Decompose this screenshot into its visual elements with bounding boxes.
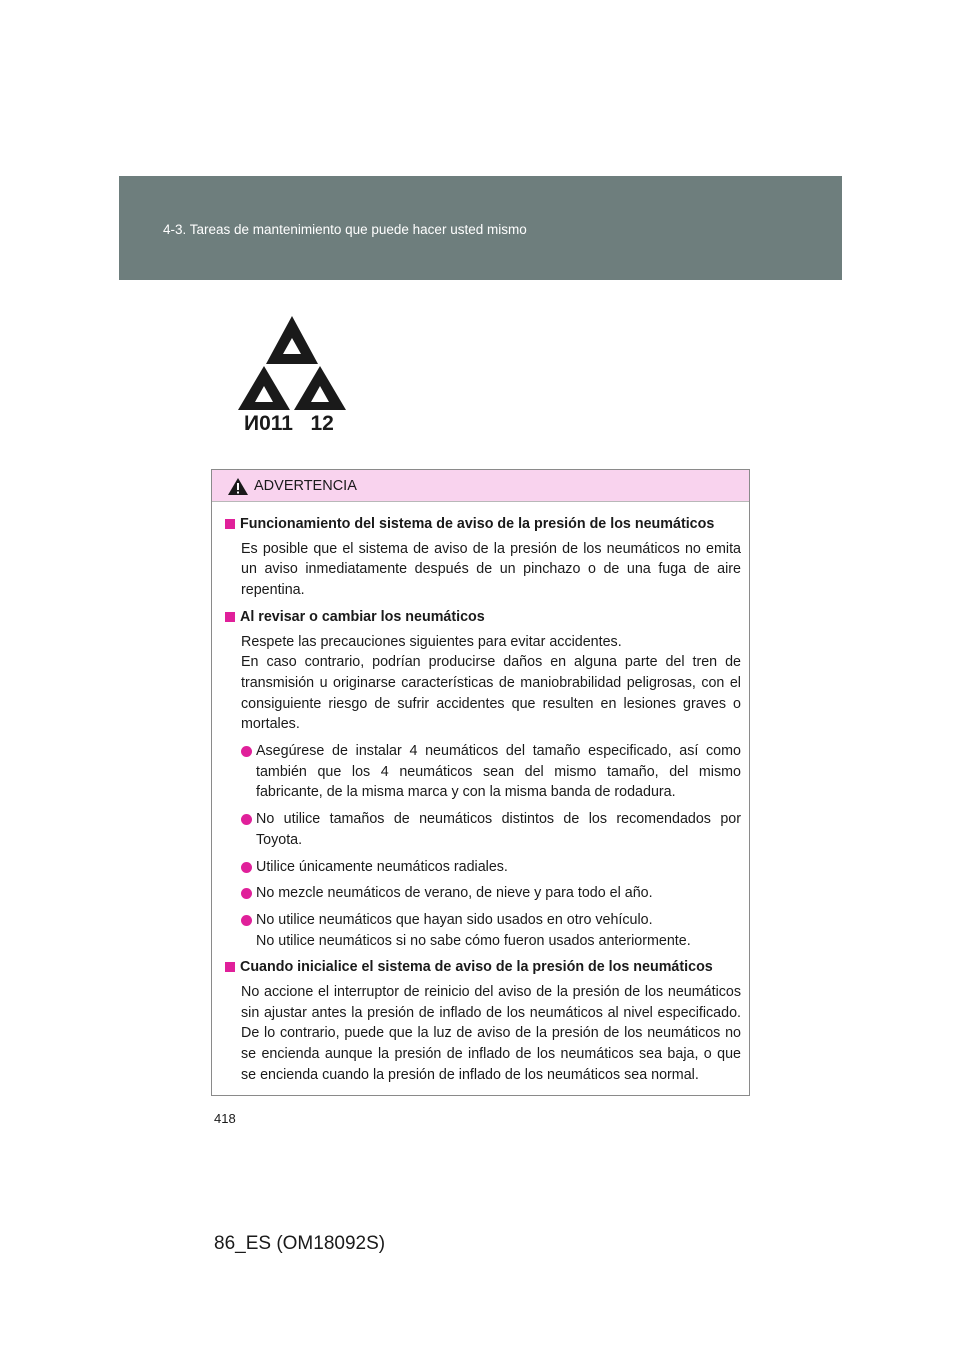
list-item: No utilice neumáticos que hayan sido usados en otro vehículo. No utilice neumáticos si no sabe cómo fueron usados anteriormente.: [224, 910, 741, 951]
document-code: 86_ES (OM18092S): [214, 1233, 386, 1254]
paragraph: No accione el interruptor de reinicio del aviso de la presión de los neumáticos sin ajustar antes la presión de inflado de los neumáticos al nivel especificado. De lo contrario, puede que la luz de aviso de la presión de los neumáticos no se encienda aunque la presión de inflado de los neumáticos sea baja, o que se encienda cuando la presión de inflado de los neumáticos sea normal.: [241, 984, 741, 1083]
circle-bullet-icon: [241, 862, 252, 873]
section-heading: Funcionamiento del sistema de aviso de la presión de los neumáticos: [224, 514, 741, 535]
list-item: Asegúrese de instalar 4 neumáticos del tamaño especificado, así como también que los 4 neumáticos sean del mismo tamaño, del mismo fabricante, de la misma marca y con la misma banda de rodadura.: [224, 741, 741, 803]
circle-bullet-icon: [241, 814, 252, 825]
warning-body: [212, 502, 749, 1086]
section-title: 4-3. Tareas de mantenimiento que puede hacer usted mismo: [163, 222, 527, 237]
list-item: No utilice tamaños de neumáticos distintos de los recomendados por Toyota.: [224, 809, 741, 850]
square-bullet-icon: [225, 962, 235, 972]
section-heading: Cuando inicialice el sistema de aviso de la presión de los neumáticos: [224, 957, 741, 978]
warning-triangle-icon: [227, 477, 249, 496]
circle-bullet-icon: [241, 746, 252, 757]
page-number: 418: [214, 1111, 236, 1126]
tire-approval-code: И011 12: [244, 412, 334, 435]
paragraph: Es posible que el sistema de aviso de la presión de los neumáticos no emita un aviso inmediatamente después de un pinchazo o de una fuga de aire repentina.: [241, 540, 741, 599]
paragraph: Respete las precauciones siguientes para evitar accidentes. En caso contrario, podrían producirse daños en alguna parte del tren de transmisión u originarse características de maniobrabilidad peligrosas, con el consiguiente riesgo de sufrir accidentes que resulten en lesiones graves o mortales.: [241, 633, 741, 733]
section-heading: Al revisar o cambiar los neumáticos: [224, 607, 741, 628]
list-item: No mezcle neumáticos de verano, de nieve y para todo el año.: [224, 883, 741, 904]
section-header: [119, 176, 842, 280]
warning-title: ADVERTENCIA: [254, 478, 357, 494]
circle-bullet-icon: [241, 888, 252, 899]
circle-bullet-icon: [241, 915, 252, 926]
warning-box: [211, 469, 750, 1096]
warning-header: [212, 470, 749, 502]
square-bullet-icon: [225, 612, 235, 622]
list-item: Utilice únicamente neumáticos radiales.: [224, 857, 741, 878]
square-bullet-icon: [225, 519, 235, 529]
